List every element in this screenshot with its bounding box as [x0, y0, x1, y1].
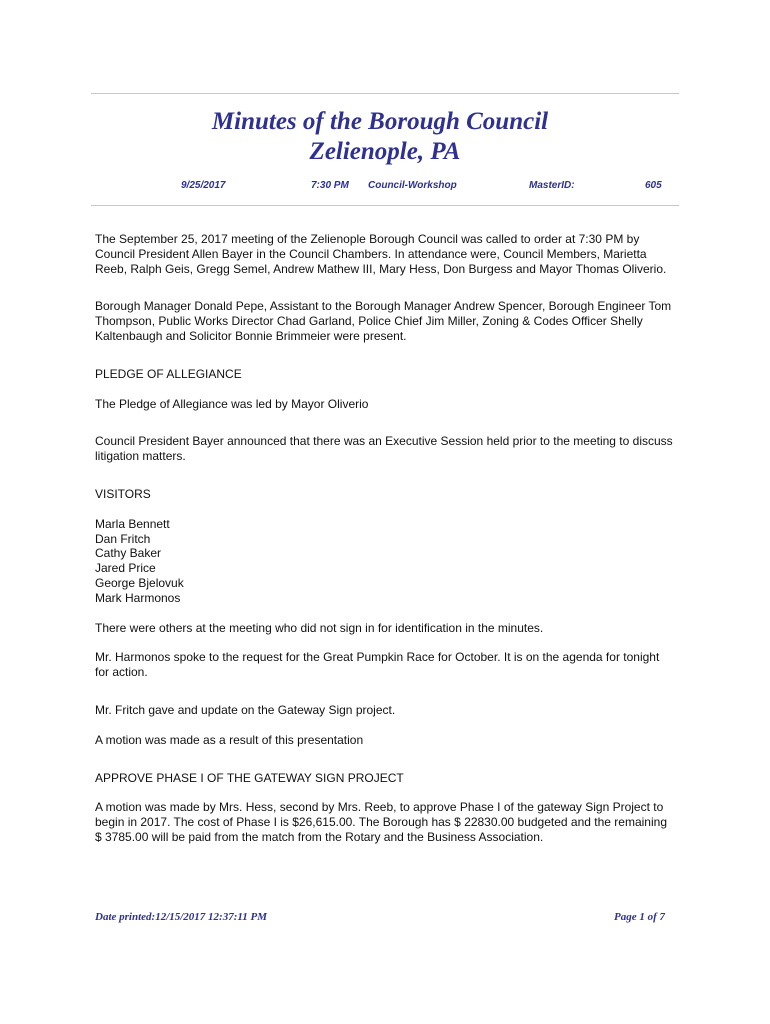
- list-item: Jared Price: [95, 561, 156, 576]
- fritch-paragraph: Mr. Fritch gave and update on the Gateway Sign project.: [95, 702, 396, 717]
- meeting-type: Council-Workshop: [368, 180, 457, 191]
- approve-motion-paragraph: A motion was made by Mrs. Hess, second by Mrs. Reeb, to approve Phase I of the gateway Sign Project to begin in 2017. The cost of Phase I is $26,615.00. The Borough has $ 22830.00 budgeted and the remaining $ 3785.00 will be paid from the match from the Rotary and the Business Association.: [95, 800, 667, 844]
- harmonos-paragraph: Mr. Harmonos spoke to the request for the Great Pumpkin Race for October. It is on the agenda for tonight for action.: [95, 650, 660, 680]
- pledge-heading: PLEDGE OF ALLEGIANCE: [95, 366, 242, 381]
- meeting-time: 7:30 PM: [311, 180, 349, 191]
- visitors-heading: VISITORS: [95, 486, 151, 501]
- document-subtitle: Zelienople, PA: [309, 138, 461, 165]
- minutes-body: [95, 232, 675, 845]
- executive-session-paragraph: Council President Bayer announced that there was an Executive Session held prior to the meeting to discuss litigation matters.: [95, 434, 673, 464]
- call-to-order-paragraph: The September 25, 2017 meeting of the Zelienople Borough Council was called to order at 7:30 PM by Council President Allen Bayer in the Council Chambers. In attendance were, Council Members, Marietta Reeb, Ralph Geis, Gregg Semel, Andrew Mathew III, Mary Hess, Don Burgess and Mayor Thomas Oliverio.: [95, 232, 667, 276]
- pledge-text: The Pledge of Allegiance was led by Mayor Oliverio: [95, 396, 369, 411]
- list-item: George Bjelovuk: [95, 575, 184, 590]
- approve-heading: APPROVE PHASE I OF THE GATEWAY SIGN PROJECT: [95, 770, 404, 785]
- staff-present-paragraph: Borough Manager Donald Pepe, Assistant to the Borough Manager Andrew Spencer, Borough Engineer Tom Thompson, Public Works Director Chad Garland, Police Chief Jim Miller, Zoning & Codes Officer Shelly Kaltenbaugh and Solicitor Bonnie Brimmeier were present.: [95, 299, 672, 343]
- others-note: There were others at the meeting who did not sign in for identification in the minutes.: [95, 620, 544, 635]
- page-number: Page 1 of 7: [613, 911, 665, 923]
- visitors-list: [95, 517, 675, 606]
- master-id-label: MasterID:: [529, 180, 575, 191]
- meeting-date: 9/25/2017: [181, 180, 226, 191]
- list-item: Mark Harmonos: [95, 590, 181, 605]
- header-rule: [91, 205, 679, 206]
- list-item: Marla Bennett: [95, 516, 170, 531]
- master-id-value: 605: [645, 180, 662, 191]
- top-rule: [91, 93, 679, 94]
- motion-result-paragraph: A motion was made as a result of this presentation: [95, 732, 364, 747]
- document-title: Minutes of the Borough Council: [211, 108, 549, 135]
- list-item: Dan Fritch: [95, 531, 151, 546]
- list-item: Cathy Baker: [95, 546, 162, 561]
- date-printed: Date printed:12/15/2017 12:37:11 PM: [95, 911, 268, 923]
